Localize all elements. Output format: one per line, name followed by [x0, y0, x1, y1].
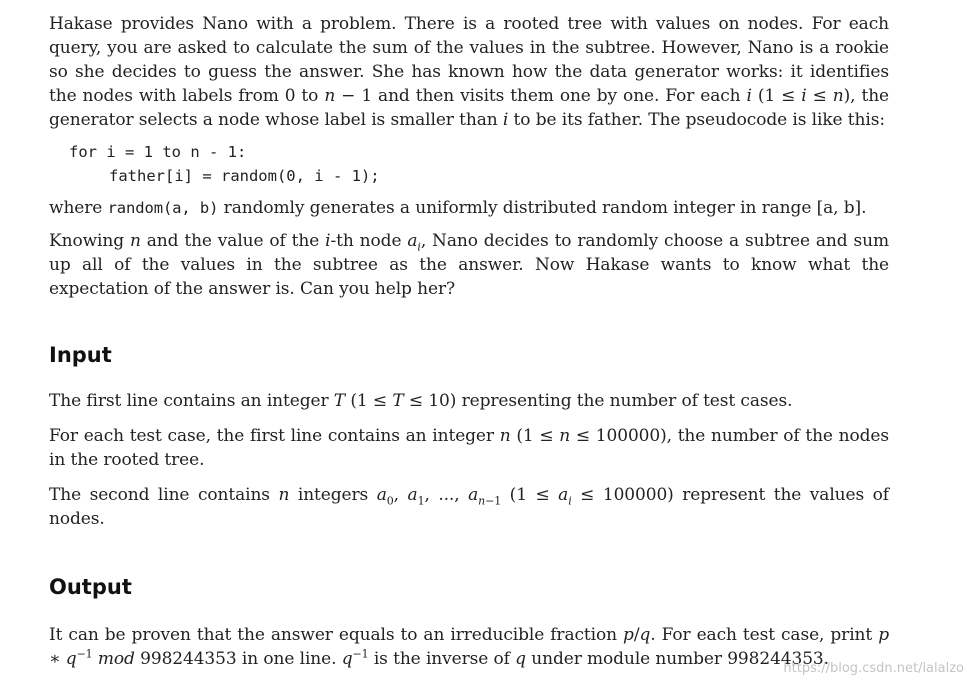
code-line-1: for i = 1 to n - 1:: [69, 143, 247, 161]
input-heading: Input: [49, 343, 112, 367]
where-code: random(a, b): [107, 199, 219, 217]
statement-intro: Hakase provides Nano with a problem. There is a rooted tree with values on nodes. For each query, you are asked to calculate the sum of the values in the subtree. However, Nano is a rookie so she decides to guess the answer. She has known how the data generator works: it identifies the nodes with labels from 0 to n − 1 and then visits them one by one. For each i (1 ≤ i ≤ n), the generator selects a node whose label is smaller than i to be its father. The pseudocode is like this:: [49, 14, 890, 130]
where-rest: randomly generates a uniformly distributed random integer in range [a, b].: [218, 198, 867, 218]
watermark: https://blog.csdn.net/lalalzo: [783, 661, 964, 676]
output-line: It can be proven that the answer equals to an irreducible fraction p/q. For each test case, print p ∗ $q^{-1}$ mod 998244353 in one line. $q^{-1}$ is the inverse of q under module number 998244353.: [49, 625, 889, 669]
input-line-1: The first line contains an integer T (1 ≤ T ≤ 10) representing the number of test cases.: [49, 391, 793, 411]
input-line-2: For each test case, the first line contains an integer n (1 ≤ n ≤ 100000), the number of the nodes in the rooted tree.: [49, 426, 890, 470]
where-prefix: where: [49, 198, 108, 218]
pseudocode-block: [69, 140, 889, 188]
code-line-2: father[i] = random(0, i - 1);: [109, 167, 380, 185]
input-line-3: The second line contains n integers $a_0$, $a_1$, ..., $a_{n-1}$ $(1 \le a_i \le 100000)$ represent the values of nodes.: [49, 485, 889, 529]
where-paragraph: [49, 196, 889, 220]
knowing-paragraph: Knowing n and the value of the i-th node $a_i$, Nano decides to randomly choose a subtree and sum up all of the values in the subtree as the answer. Now Hakase wants to know what the expectation of the answer is. Can you help her?: [49, 231, 889, 299]
output-heading: Output: [49, 575, 132, 599]
problem-page: [49, 12, 889, 671]
